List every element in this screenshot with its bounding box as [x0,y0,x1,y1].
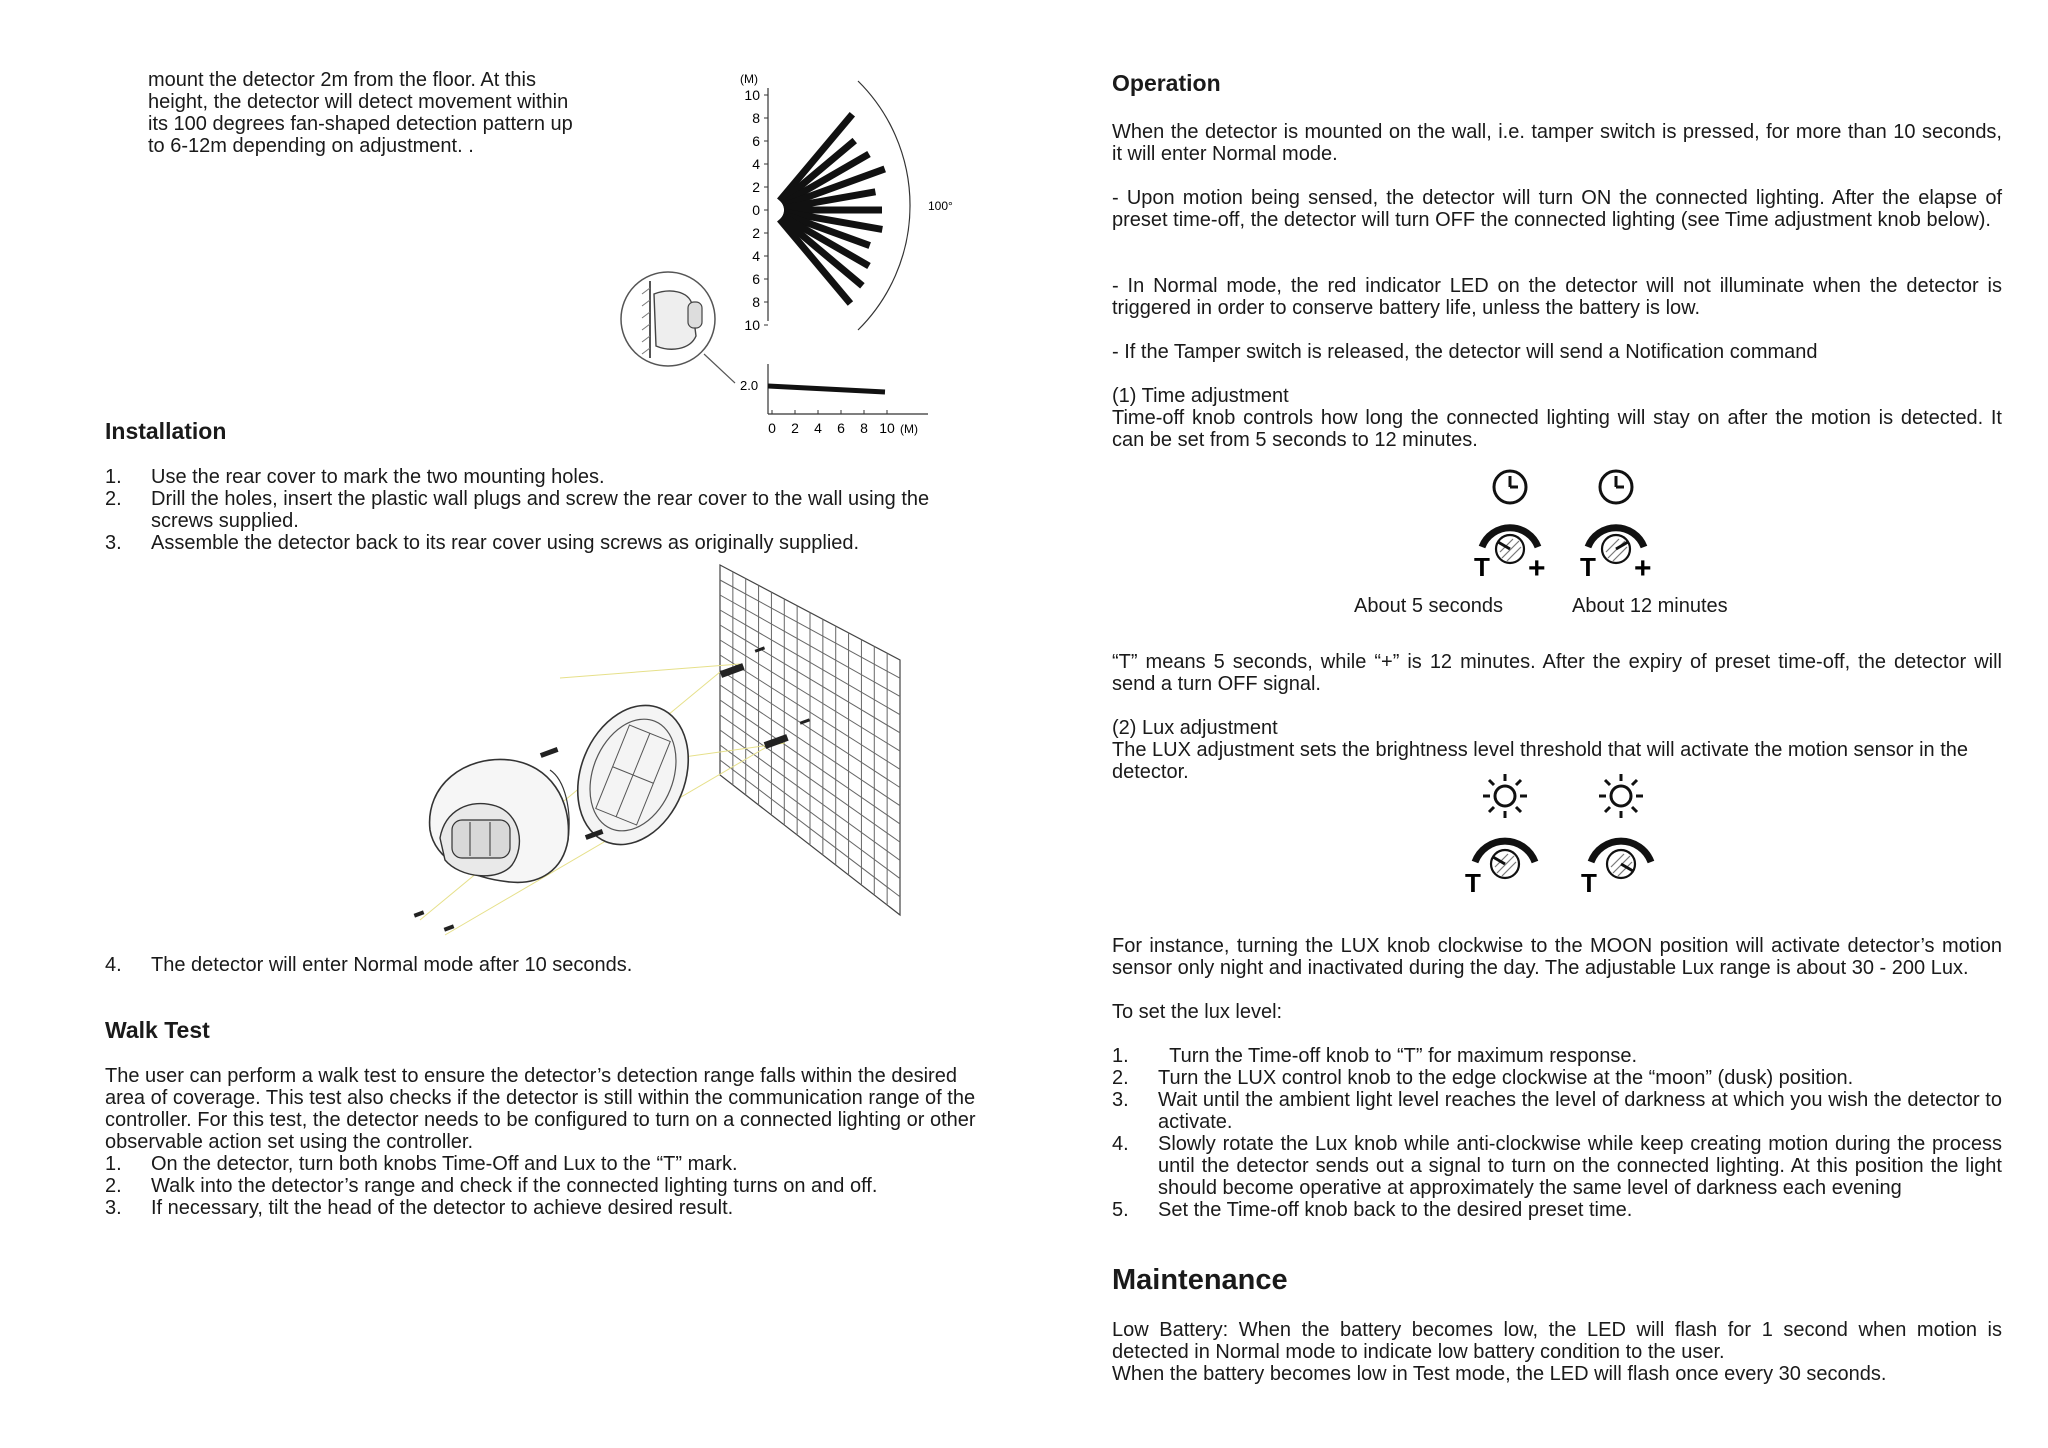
walk-test-paragraph: The user can perform a walk test to ensure the detector’s detection range falls within the desired area of coverage. This test also checks if the detector is still within the communication range of the controller. For this test, the detector needs to be configured to turn on a connected lighting or other observable action set using the controller. [105,1065,976,1153]
intro-paragraph: mount the detector 2m from the floor. At this height, the detector will detect movement within its 100 degrees fan-shaped detection pattern up to 6-12m depending on adjustment. . [148,69,573,157]
y-axis-unit: (M) [740,72,758,86]
installation-steps [105,466,995,554]
moon-icon [1521,870,1531,890]
lux-steps [1112,1045,2002,1221]
lux-set-intro: To set the lux level: [1112,1001,1283,1023]
list-item: 3. Wait until the ambient light level reaches the level of darkness at which you wish the detector to activate. [1112,1089,2002,1133]
list-item: 1. On the detector, turn both knobs Time-Off and Lux to the “T” mark. [105,1153,738,1175]
maintenance-paragraph-2: When the battery becomes low in Test mode, the LED will flash once every 30 seconds. [1112,1363,1887,1385]
operation-paragraph-2: - Upon motion being sensed, the detector will turn ON the connected lighting. After the elapse of preset time-off, the detector will turn OFF the connected lighting (see Time adjustment knob below). [1112,187,2002,231]
time-knob-5-seconds [1474,471,1546,580]
installation-heading: Installation [105,418,227,444]
list-item: 2. Drill the holes, insert the plastic wall plugs and screw the rear cover to the wall using the screws supplied. [105,488,930,532]
maintenance-heading: Maintenance [1112,1264,1288,1296]
time-knob-12-minutes [1580,471,1652,580]
x-tick-label: 10 [879,420,895,436]
detector-zoom-icon [621,272,735,383]
list-item: 1. Use the rear cover to mark the two mounting holes. [105,466,605,488]
lux-knob-night [1581,774,1651,894]
installation-illustration [400,560,920,940]
maintenance-paragraph-1: Low Battery: When the battery becomes low, the LED will flash for 1 second when motion is detected in Normal mode to indicate low battery condition to the user. [1112,1319,2002,1363]
walk-test-steps [105,1153,995,1219]
list-item: 4. Slowly rotate the Lux knob while anti-clockwise while keep creating motion during the process until the detector sends out a signal to turn on the connected lighting. At this position the light should become operative at approximately the same level of darkness each evening [1112,1133,2002,1199]
knob-t-label: T [1581,868,1597,894]
x-tick-label: 2 [791,420,799,436]
list-item: 1. Turn the Time-off knob to “T” for maximum response. [1112,1045,1638,1067]
lux-knob-day [1465,774,1535,894]
sun-icon [1599,774,1643,818]
sun-icon [1483,774,1527,818]
time-adjustment-title: (1) Time adjustment [1112,385,1289,407]
x-axis-unit: (M) [900,422,918,436]
lux-example: For instance, turning the LUX knob clockwise to the MOON position will activate detector’s motion sensor only night and inactivated during the day. The adjustable Lux range is about 30 - 200 Lux. [1112,935,2002,979]
time-explanation: “T” means 5 seconds, while “+” is 12 minutes. After the expiry of preset time-off, the detector will send a turn OFF signal. [1112,651,2002,695]
lux-knob-diagrams [1455,770,1675,894]
caption-12-minutes: About 12 minutes [1572,595,1728,617]
operation-heading: Operation [1112,70,1221,96]
time-adjustment-text: Time-off knob controls how long the connected lighting will stay on after the motion is detected. It can be set from 5 seconds to 12 minutes. [1112,407,2002,451]
knob-t-label: T [1580,552,1596,580]
y-tick-label: 6 [752,271,760,287]
knob-t-label: T [1474,552,1490,580]
installation-step-4 [105,954,995,976]
knob-plus-label: + [1528,552,1546,580]
list-item: 3. If necessary, tilt the head of the detector to achieve desired result. [105,1197,734,1219]
y-tick-label: 6 [752,133,760,149]
list-item: 4. The detector will enter Normal mode after 10 seconds. [105,954,633,976]
x-tick-label: 6 [837,420,845,436]
moon-icon [1637,870,1647,890]
list-item: 5. Set the Time-off knob back to the desired preset time. [1112,1199,1633,1221]
list-item: 2. Turn the LUX control knob to the edge clockwise at the “moon” (dusk) position. [1112,1067,1854,1089]
wall-grid [720,565,900,915]
y-tick-label: 8 [752,294,760,310]
detection-rays [780,114,885,303]
walk-test-heading: Walk Test [105,1017,210,1043]
y-tick-label: 4 [752,156,760,172]
x-tick-label: 4 [814,420,822,436]
operation-paragraph-1: When the detector is mounted on the wall, i.e. tamper switch is pressed, for more than 10 seconds, it will enter Normal mode. [1112,121,2002,165]
detection-pattern-figure [610,66,970,442]
y-tick-label: 8 [752,110,760,126]
x-tick-label: 8 [860,420,868,436]
list-item: 3. Assemble the detector back to its rear cover using screws as originally supplied. [105,532,860,554]
lux-adjustment-title: (2) Lux adjustment [1112,717,1278,739]
angle-arc [858,81,910,330]
y-tick-label: 0 [752,202,760,218]
knob-plus-label: + [1634,552,1652,580]
y-tick-label: 10 [744,317,760,333]
knob-t-label: T [1465,868,1481,894]
angle-label: 100° [928,199,953,213]
y-tick-label: 10 [744,87,760,103]
lux-adjustment-text: The LUX adjustment sets the brightness level threshold that will activate the motion sensor in the detector. [1112,739,1969,783]
y-tick-label: 4 [752,248,760,264]
detector-body [430,759,570,882]
y-axis-ticks [744,87,768,333]
y-tick-label: 2 [752,179,760,195]
operation-paragraph-4: - If the Tamper switch is released, the detector will send a Notification command [1112,341,1818,363]
height-label: 2.0 [740,378,759,393]
rear-cover [558,689,708,861]
time-knob-diagrams [1460,462,1680,580]
caption-5-seconds: About 5 seconds [1354,595,1503,617]
x-tick-label: 0 [768,420,776,436]
list-item: 2. Walk into the detector’s range and check if the connected lighting turns on and off. [105,1175,878,1197]
y-tick-label: 2 [752,225,760,241]
operation-paragraph-3: - In Normal mode, the red indicator LED on the detector will not illuminate when the detector is triggered in order to conserve battery life, unless the battery is low. [1112,275,2002,319]
